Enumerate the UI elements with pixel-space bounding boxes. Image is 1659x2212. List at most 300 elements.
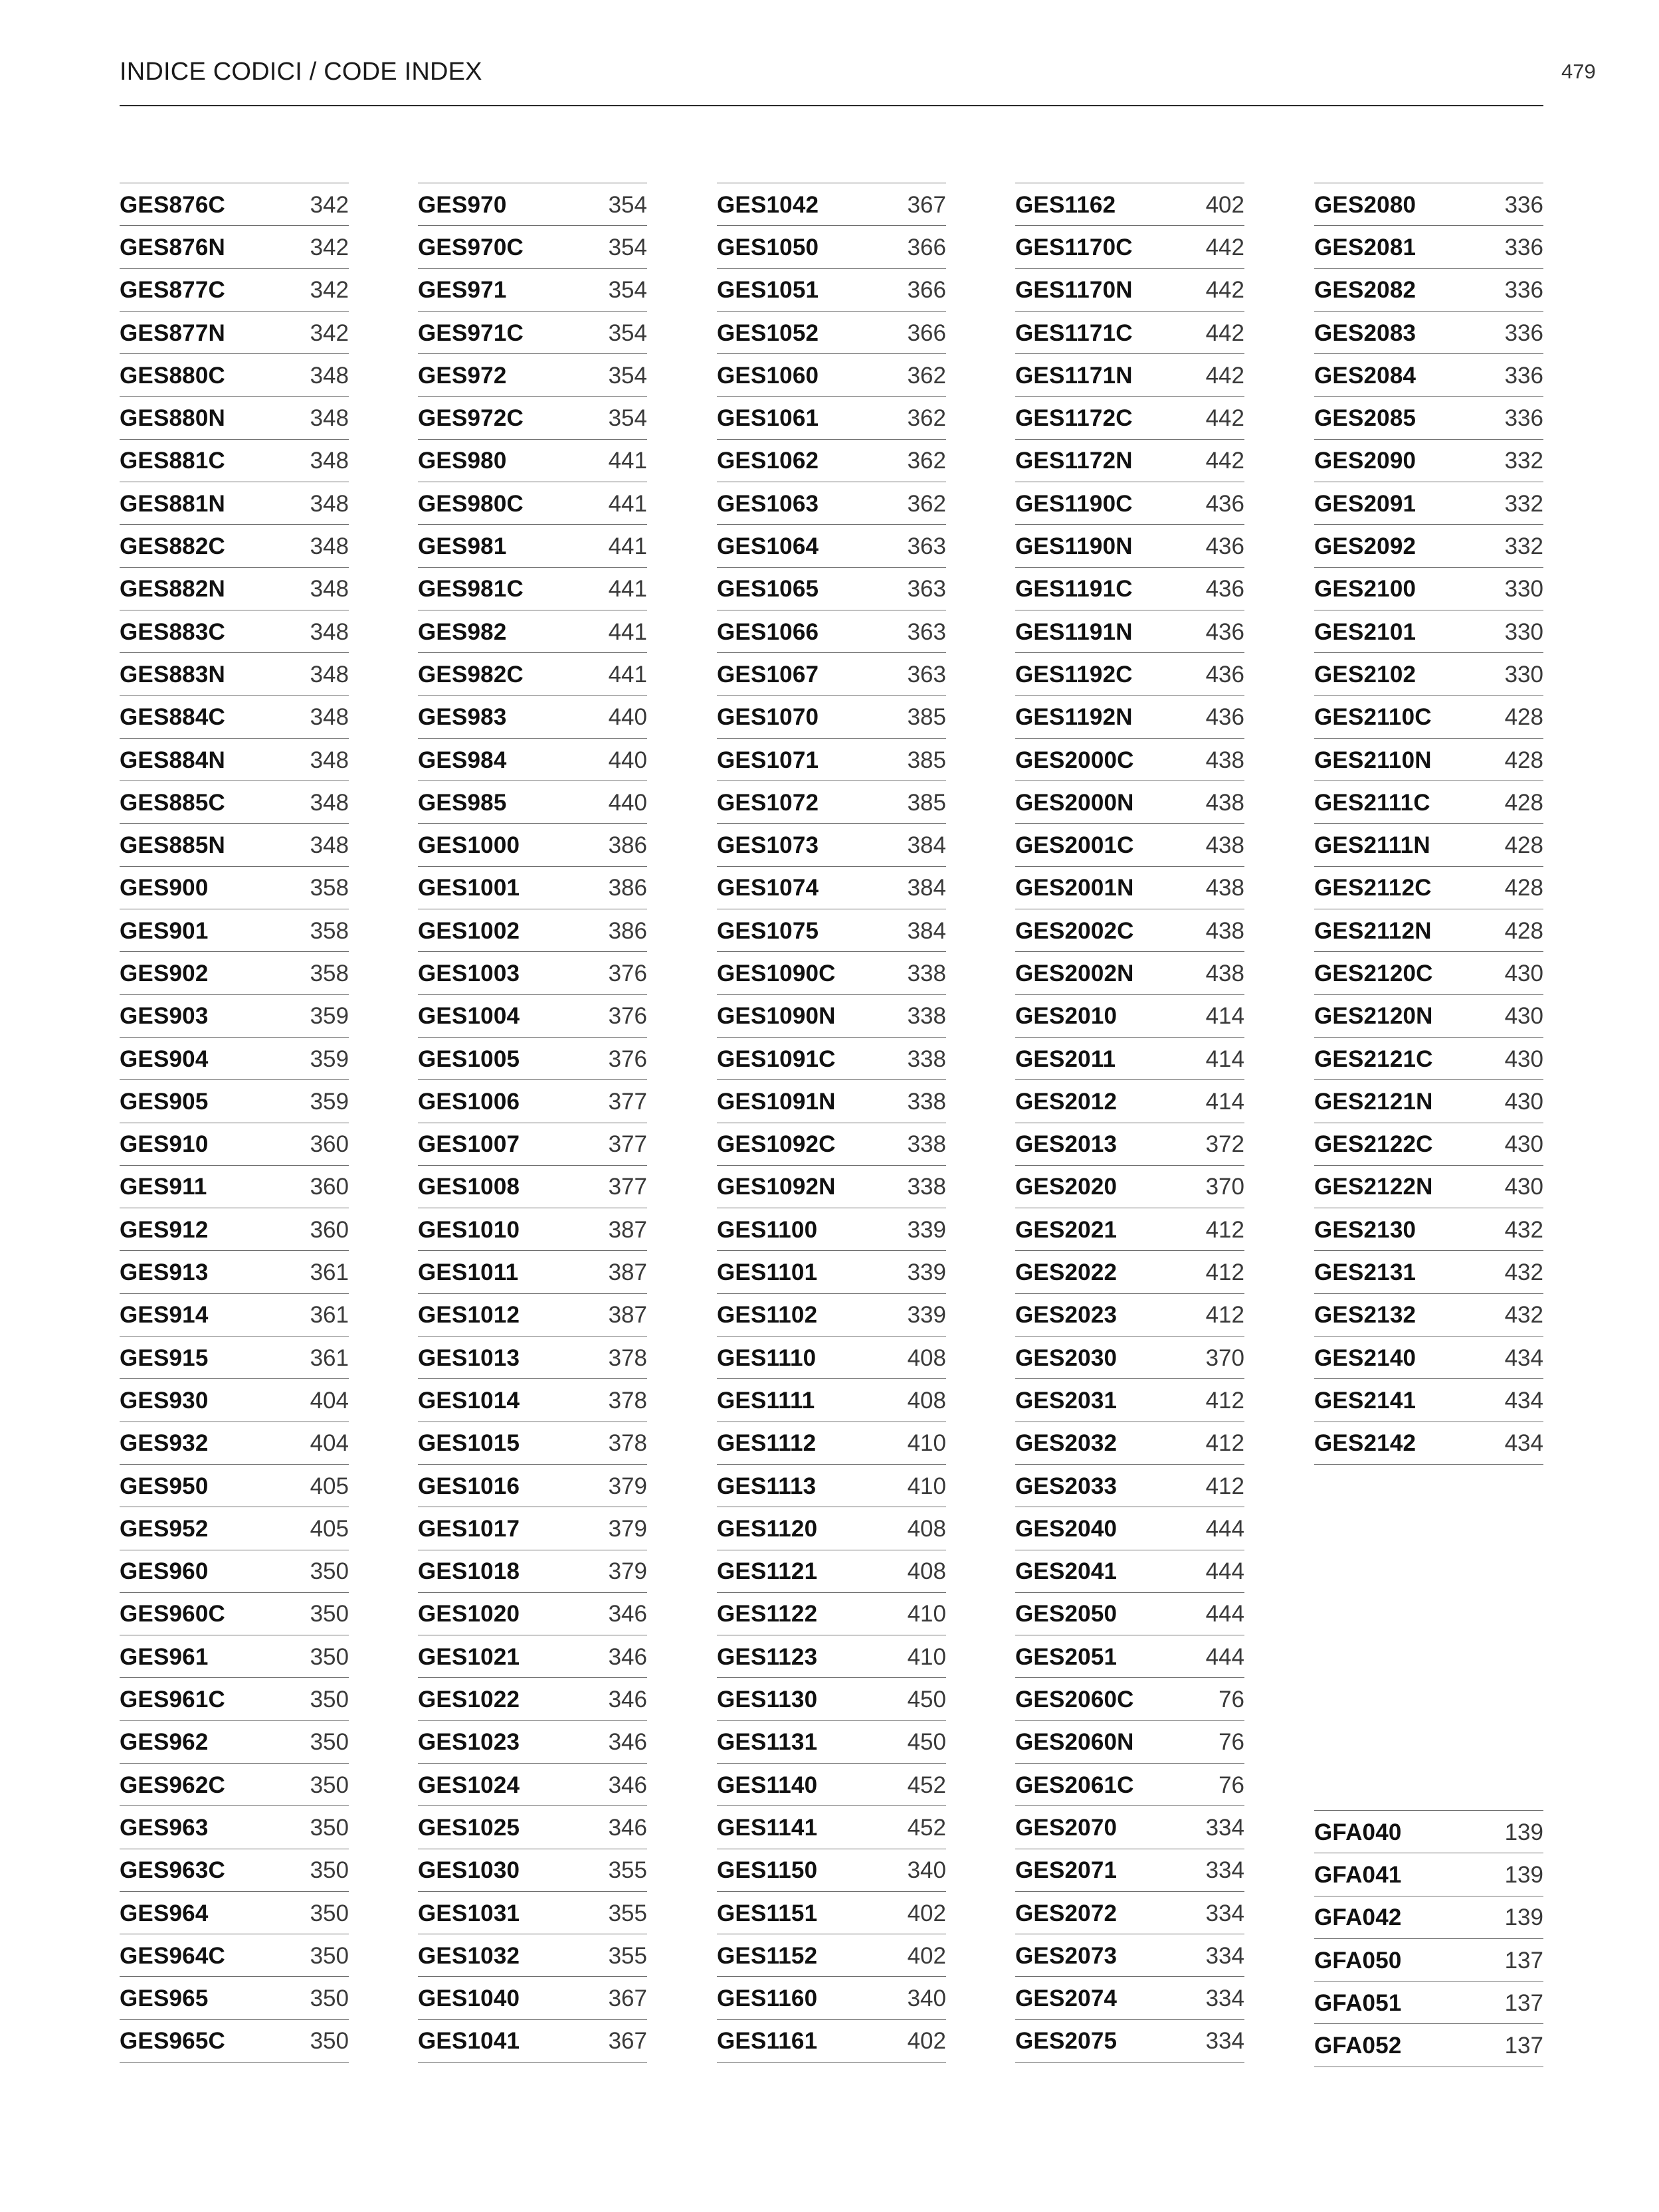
- product-code: GES1020: [418, 1601, 520, 1627]
- product-code: GES963: [120, 1814, 209, 1841]
- page-reference: 338: [907, 1088, 946, 1115]
- index-row: [1314, 653, 1543, 695]
- index-row: [120, 610, 349, 653]
- page-reference: 430: [1504, 1003, 1543, 1030]
- product-code: GES2013: [1015, 1131, 1118, 1158]
- product-code: GES1172N: [1015, 448, 1133, 474]
- product-code: GFA042: [1314, 1904, 1402, 1931]
- page-reference: 346: [608, 1601, 647, 1627]
- page-reference: 350: [310, 1687, 349, 1713]
- product-code: GES1160: [717, 1985, 818, 2012]
- product-code: GES1170C: [1015, 234, 1133, 260]
- page-reference: 340: [907, 1985, 946, 2012]
- product-code: GES2111C: [1314, 789, 1430, 816]
- index-row: [1015, 824, 1244, 866]
- page-reference: 430: [1504, 960, 1543, 986]
- product-code: GES1023: [418, 1729, 520, 1756]
- product-code: GES2032: [1015, 1430, 1118, 1457]
- product-code: GES2001N: [1015, 875, 1134, 901]
- page-reference: 438: [1205, 917, 1244, 944]
- page-reference: 334: [1205, 1900, 1244, 1926]
- index-row: [1015, 610, 1244, 653]
- index-row: [717, 1977, 946, 2019]
- page-reference: 442: [1205, 448, 1244, 474]
- index-row: [418, 1678, 647, 1720]
- index-row: [1015, 781, 1244, 824]
- page-reference: 387: [608, 1259, 647, 1286]
- page-reference: 367: [608, 1985, 647, 2012]
- product-code: GES960: [120, 1558, 209, 1585]
- product-code: GES876C: [120, 191, 225, 218]
- product-code: GES2060C: [1015, 1687, 1134, 1713]
- index-row: [120, 653, 349, 695]
- page-reference: 139: [1504, 1861, 1543, 1888]
- index-row: [717, 1208, 946, 1251]
- page-reference: 342: [310, 320, 349, 346]
- page-reference: 378: [608, 1387, 647, 1414]
- page-reference: 428: [1504, 704, 1543, 731]
- page-reference: 412: [1205, 1473, 1244, 1499]
- product-code: GES1112: [717, 1430, 817, 1457]
- page-reference: 358: [310, 917, 349, 944]
- index-row: [1314, 867, 1543, 909]
- page-reference: 438: [1205, 832, 1244, 859]
- index-row: [1314, 995, 1543, 1038]
- index-row: [1015, 1208, 1244, 1251]
- page-reference: 350: [310, 1985, 349, 2012]
- page-reference: 366: [907, 234, 946, 260]
- page-reference: 384: [907, 917, 946, 944]
- page-reference: 359: [310, 1003, 349, 1030]
- page-reference: 76: [1219, 1687, 1244, 1713]
- page-reference: 361: [310, 1259, 349, 1286]
- product-code: GES876N: [120, 234, 225, 260]
- product-code: GES905: [120, 1088, 209, 1115]
- product-code: GES1091C: [717, 1046, 836, 1072]
- page-reference: 358: [310, 875, 349, 901]
- index-row: [717, 397, 946, 439]
- page-reference: 362: [907, 448, 946, 474]
- page-reference: 377: [608, 1088, 647, 1115]
- product-code: GES2100: [1314, 576, 1416, 602]
- product-code: GES981C: [418, 576, 524, 602]
- product-code: GES964: [120, 1900, 209, 1926]
- product-code: GES2040: [1015, 1515, 1118, 1542]
- index-row: [717, 226, 946, 268]
- page-reference: 350: [310, 1601, 349, 1627]
- product-code: GES2021: [1015, 1216, 1118, 1243]
- index-row: [120, 952, 349, 994]
- product-code: GFA050: [1314, 1947, 1402, 1974]
- page-reference: 430: [1504, 1088, 1543, 1115]
- product-code: GES1121: [717, 1558, 818, 1585]
- product-code: GES2050: [1015, 1601, 1118, 1627]
- index-row: [717, 1465, 946, 1507]
- page-reference: 450: [907, 1729, 946, 1756]
- index-row: [1015, 354, 1244, 397]
- page-reference: 402: [907, 1942, 946, 1969]
- product-code: GES1171C: [1015, 320, 1133, 346]
- page-reference: 432: [1504, 1302, 1543, 1329]
- product-code: GFA052: [1314, 2033, 1402, 2059]
- page-reference: 366: [907, 277, 946, 304]
- page-reference: 334: [1205, 1985, 1244, 2012]
- product-code: GES1040: [418, 1985, 520, 2012]
- page-reference: 408: [907, 1344, 946, 1371]
- page-reference: 346: [608, 1814, 647, 1841]
- page-reference: 336: [1504, 320, 1543, 346]
- product-code: GES2112C: [1314, 875, 1432, 901]
- index-row: [418, 824, 647, 866]
- index-row: [717, 867, 946, 909]
- page-reference: 139: [1504, 1819, 1543, 1845]
- page-reference: 354: [608, 191, 647, 218]
- index-row: [1015, 739, 1244, 781]
- page-reference: 338: [907, 1046, 946, 1072]
- index-row: [717, 354, 946, 397]
- index-row: [717, 183, 946, 226]
- index-row: [717, 952, 946, 994]
- page-reference: 350: [310, 1643, 349, 1670]
- product-code: GES1071: [717, 747, 819, 773]
- index-row: [1314, 183, 1543, 226]
- page-reference: 342: [310, 234, 349, 260]
- page-reference: 378: [608, 1344, 647, 1371]
- product-code: GES980: [418, 448, 507, 474]
- product-code: GES1041: [418, 2028, 520, 2055]
- index-row: [120, 183, 349, 226]
- index-row: [1015, 568, 1244, 610]
- index-row: [120, 696, 349, 739]
- page-reference: 330: [1504, 618, 1543, 645]
- index-row: [717, 909, 946, 952]
- page-reference: 370: [1205, 1344, 1244, 1371]
- product-code: GES2010: [1015, 1003, 1118, 1030]
- page-reference: 336: [1504, 362, 1543, 389]
- page-reference: 414: [1205, 1046, 1244, 1072]
- page-reference: 410: [907, 1643, 946, 1670]
- index-row: [418, 1892, 647, 1934]
- index-row: [1015, 1550, 1244, 1593]
- product-code: GES1092C: [717, 1131, 836, 1158]
- index-row: [717, 440, 946, 482]
- index-row: [418, 1593, 647, 1635]
- page-reference: 410: [907, 1473, 946, 1499]
- page-reference: 360: [310, 1174, 349, 1200]
- product-code: GES2111N: [1314, 832, 1430, 859]
- index-row: [120, 1294, 349, 1336]
- page-reference: 338: [907, 960, 946, 986]
- index-row: [1015, 1635, 1244, 1678]
- product-code: GES970C: [418, 234, 524, 260]
- index-row: [717, 2020, 946, 2063]
- page-reference: 137: [1504, 1947, 1543, 1974]
- index-row: [1314, 1251, 1543, 1293]
- index-row: [120, 1635, 349, 1678]
- page-reference: 450: [907, 1687, 946, 1713]
- product-code: GES972C: [418, 405, 524, 432]
- product-code: GES1067: [717, 661, 819, 688]
- index-row: [717, 1251, 946, 1293]
- page-reference: 386: [608, 832, 647, 859]
- page-reference: 385: [907, 789, 946, 816]
- index-block: [120, 183, 349, 2063]
- product-code: GES2070: [1015, 1814, 1118, 1841]
- product-code: GES930: [120, 1387, 209, 1414]
- index-row: [717, 568, 946, 610]
- product-code: GES1021: [418, 1643, 520, 1670]
- page-reference: 348: [310, 405, 349, 432]
- index-column-5-block-2: [1314, 1810, 1543, 2067]
- index-row: [418, 183, 647, 226]
- index-row: [1314, 1982, 1543, 2024]
- product-code: GES2073: [1015, 1942, 1118, 1969]
- index-row: [717, 1379, 946, 1422]
- index-row: [418, 1635, 647, 1678]
- index-row: [717, 739, 946, 781]
- product-code: GES882N: [120, 576, 225, 602]
- index-row: [1015, 653, 1244, 695]
- page-reference: 441: [608, 618, 647, 645]
- page-reference: 348: [310, 704, 349, 731]
- index-block: [418, 183, 647, 2063]
- product-code: GES1152: [717, 1942, 818, 1969]
- product-code: GES2120C: [1314, 960, 1433, 986]
- index-row: [1314, 1166, 1543, 1208]
- index-row: [1015, 1892, 1244, 1934]
- index-row: [1015, 1336, 1244, 1379]
- index-row: [418, 1422, 647, 1465]
- index-row: [1314, 440, 1543, 482]
- product-code: GES2082: [1314, 277, 1416, 304]
- index-row: [1015, 440, 1244, 482]
- product-code: GES884N: [120, 747, 225, 773]
- product-code: GES980C: [418, 490, 524, 517]
- index-row: [418, 1294, 647, 1336]
- product-code: GES1004: [418, 1003, 520, 1030]
- page-reference: 412: [1205, 1216, 1244, 1243]
- page-reference: 355: [608, 1900, 647, 1926]
- product-code: GES1060: [717, 362, 819, 389]
- page-reference: 350: [310, 1558, 349, 1585]
- page-reference: 366: [907, 320, 946, 346]
- index-row: [120, 1507, 349, 1550]
- index-row: [717, 1764, 946, 1806]
- page-reference: 376: [608, 1003, 647, 1030]
- index-row: [717, 1635, 946, 1678]
- index-row: [120, 995, 349, 1038]
- page-reference: 334: [1205, 1942, 1244, 1969]
- product-code: GES2075: [1015, 2028, 1118, 2055]
- index-row: [717, 1593, 946, 1635]
- index-row: [418, 354, 647, 397]
- product-code: GES885C: [120, 789, 225, 816]
- page-reference: 434: [1504, 1344, 1543, 1371]
- page-reference: 428: [1504, 917, 1543, 944]
- product-code: GES1013: [418, 1344, 520, 1371]
- page-reference: 348: [310, 832, 349, 859]
- product-code: GES1031: [418, 1900, 520, 1926]
- index-row: [1314, 525, 1543, 567]
- product-code: GES2142: [1314, 1430, 1416, 1457]
- index-row: [418, 610, 647, 653]
- page-reference: 354: [608, 277, 647, 304]
- index-row: [418, 482, 647, 525]
- page-reference: 348: [310, 661, 349, 688]
- page-reference: 408: [907, 1515, 946, 1542]
- page-reference: 387: [608, 1216, 647, 1243]
- index-row: [1314, 1208, 1543, 1251]
- product-code: GES1065: [717, 576, 819, 602]
- page-reference: 363: [907, 618, 946, 645]
- index-row: [120, 397, 349, 439]
- product-code: GES2140: [1314, 1344, 1416, 1371]
- index-row: [1314, 696, 1543, 739]
- product-code: GES950: [120, 1473, 209, 1499]
- index-row: [120, 1678, 349, 1720]
- page-reference: 363: [907, 661, 946, 688]
- product-code: GES985: [418, 789, 507, 816]
- index-row: [1015, 1593, 1244, 1635]
- index-row: [1314, 1336, 1543, 1379]
- index-row: [418, 1123, 647, 1166]
- page-reference: 332: [1504, 490, 1543, 517]
- index-row: [120, 525, 349, 567]
- page-title: INDICE CODICI / CODE INDEX: [120, 58, 482, 86]
- page-reference: 350: [310, 1772, 349, 1798]
- index-row: [717, 1166, 946, 1208]
- page-reference: 386: [608, 917, 647, 944]
- index-row: [120, 1550, 349, 1593]
- page-reference: 348: [310, 490, 349, 517]
- index-block: [1314, 183, 1543, 1465]
- product-code: GES1162: [1015, 191, 1116, 218]
- index-column-3: [717, 183, 946, 2063]
- page-reference: 139: [1504, 1904, 1543, 1931]
- product-code: GES2121N: [1314, 1088, 1433, 1115]
- page-reference: 452: [907, 1772, 946, 1798]
- page-reference: 408: [907, 1558, 946, 1585]
- product-code: GES1000: [418, 832, 520, 859]
- index-row: [717, 269, 946, 312]
- product-code: GES983: [418, 704, 507, 731]
- index-row: [717, 1934, 946, 1977]
- product-code: GES900: [120, 875, 209, 901]
- index-row: [717, 1294, 946, 1336]
- product-code: GES970: [418, 191, 507, 218]
- index-row: [120, 1593, 349, 1635]
- product-code: GES1090C: [717, 960, 836, 986]
- page-reference: 348: [310, 576, 349, 602]
- product-code: GES904: [120, 1046, 209, 1072]
- product-code: GES1110: [717, 1344, 817, 1371]
- product-code: GES981: [418, 533, 507, 560]
- index-row: [717, 1550, 946, 1593]
- page-reference: 336: [1504, 234, 1543, 260]
- product-code: GES2112N: [1314, 917, 1432, 944]
- index-row: [418, 739, 647, 781]
- index-row: [120, 440, 349, 482]
- page-reference: 334: [1205, 1857, 1244, 1884]
- page-reference: 442: [1205, 362, 1244, 389]
- index-row: [1314, 739, 1543, 781]
- product-code: GES1190C: [1015, 490, 1133, 517]
- product-code: GES1062: [717, 448, 819, 474]
- index-row: [1314, 1939, 1543, 1982]
- index-row: [717, 1123, 946, 1166]
- index-row: [418, 1208, 647, 1251]
- index-row: [1015, 1080, 1244, 1123]
- product-code: GES884C: [120, 704, 225, 731]
- page-reference: 339: [907, 1259, 946, 1286]
- product-code: GFA041: [1314, 1861, 1402, 1888]
- product-code: GES1141: [717, 1814, 818, 1841]
- page-reference: 404: [310, 1430, 349, 1457]
- page-reference: 402: [1205, 191, 1244, 218]
- page-reference: 342: [310, 277, 349, 304]
- index-row: [418, 1806, 647, 1849]
- page-reference: 441: [608, 661, 647, 688]
- page-reference: 444: [1205, 1515, 1244, 1542]
- index-row: [418, 1379, 647, 1422]
- index-row: [120, 1892, 349, 1934]
- product-code: GES961: [120, 1643, 209, 1670]
- product-code: GES1130: [717, 1687, 818, 1713]
- product-code: GES1018: [418, 1558, 520, 1585]
- product-code: GES1011: [418, 1259, 519, 1286]
- index-block: [717, 183, 946, 2063]
- product-code: GES880N: [120, 405, 225, 432]
- index-block: [1314, 1810, 1543, 2067]
- index-row: [418, 995, 647, 1038]
- page-reference: 350: [310, 1729, 349, 1756]
- index-row: [120, 781, 349, 824]
- index-row: [1015, 1294, 1244, 1336]
- product-code: GES1061: [717, 405, 819, 432]
- index-row: [1015, 1166, 1244, 1208]
- page-reference: 355: [608, 1942, 647, 1969]
- index-row: [1015, 952, 1244, 994]
- index-row: [1314, 1896, 1543, 1939]
- product-code: GES1191N: [1015, 618, 1133, 645]
- product-code: GES1005: [418, 1046, 520, 1072]
- page-reference: 332: [1504, 533, 1543, 560]
- page-reference: 410: [907, 1430, 946, 1457]
- page-reference: 428: [1504, 832, 1543, 859]
- page-reference: 363: [907, 533, 946, 560]
- page-reference: 360: [310, 1131, 349, 1158]
- page-reference: 379: [608, 1473, 647, 1499]
- product-code: GES2000C: [1015, 747, 1134, 773]
- index-row: [717, 482, 946, 525]
- page-reference: 436: [1205, 490, 1244, 517]
- index-row: [120, 312, 349, 354]
- product-code: GES1170N: [1015, 277, 1133, 304]
- product-code: GES1001: [418, 875, 520, 901]
- product-code: GES960C: [120, 1601, 225, 1627]
- index-row: [1015, 1038, 1244, 1080]
- page-reference: 402: [907, 2028, 946, 2055]
- product-code: GES965: [120, 1985, 209, 2012]
- page-reference: 438: [1205, 789, 1244, 816]
- page-reference: 376: [608, 1046, 647, 1072]
- index-row: [717, 525, 946, 567]
- product-code: GES1161: [717, 2028, 818, 2055]
- index-row: [120, 909, 349, 952]
- page-reference: 384: [907, 875, 946, 901]
- index-row: [717, 1678, 946, 1720]
- page-reference: 428: [1504, 875, 1543, 901]
